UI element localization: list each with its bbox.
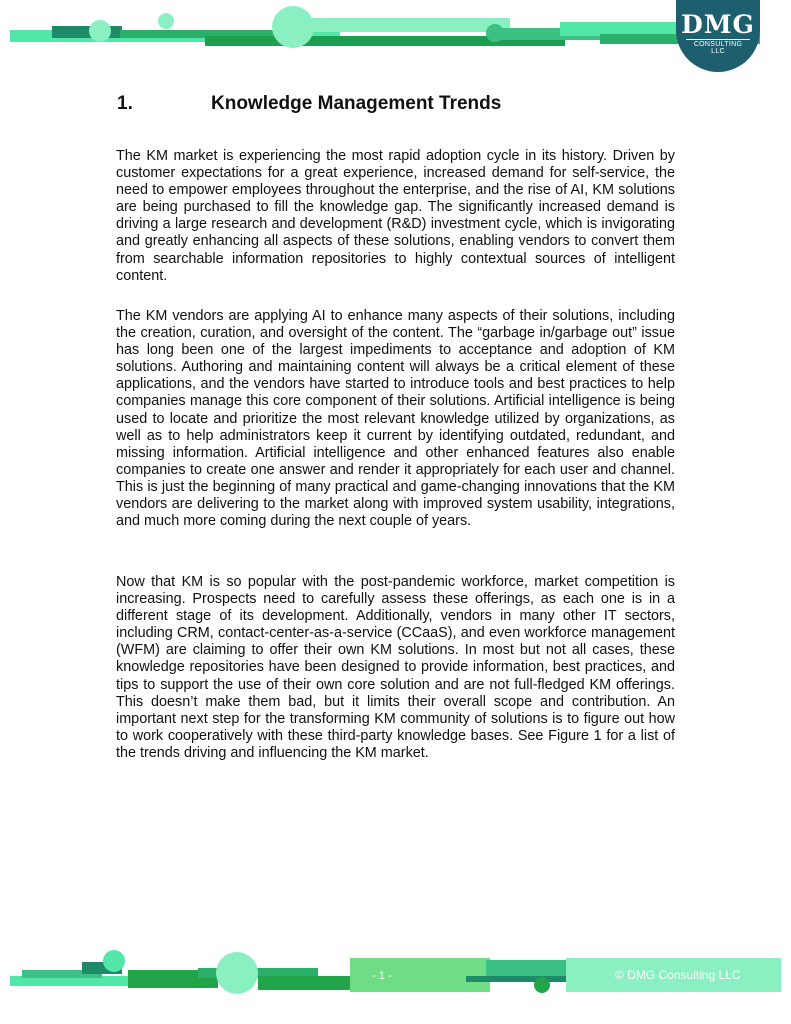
footer-bar	[466, 976, 566, 982]
copyright-text: © DMG Consulting LLC	[615, 968, 741, 982]
header-bar	[52, 26, 122, 38]
header-circle	[89, 20, 111, 42]
footer-circle	[103, 950, 125, 972]
header-circle	[272, 6, 314, 48]
section-heading	[117, 93, 501, 115]
header-bar	[300, 18, 510, 32]
section-title: Knowledge Management Trends	[211, 93, 502, 114]
logo-sub-text: CONSULTING LLC	[686, 39, 750, 55]
body-paragraph: The KM vendors are applying AI to enhance many aspects of their solutions, including the creation, curation, and oversight of the content. The “garbage in/garbage out” issue has long been one of the largest impediments to acceptance and adoption of KM solutions. Authoring and maintaining content will always be a critical element of these applications, and the vendors have started to introduce tools and best practices to help companies manage this core component of their solutions. Artificial intelligence is being used to locate and prioritize the most relevant knowledge utilized by organizations, as well as to help administrators keep it current by identifying outdated, redundant, and missing information. Artificial intelligence and other enhanced features also enable companies to create one answer and render it appropriately for each user and channel. This is just the beginning of many practical and game-changing innovations that the KM vendors are delivering to the market along with improved system usability, integrations, and much more coming during the next couple of years.	[116, 308, 675, 530]
header-circle	[158, 13, 174, 29]
footer-bar	[350, 958, 490, 992]
body-paragraph: The KM market is experiencing the most rapid adoption cycle in its history. Driven by customer expectations for a great experience, increased demand for self-service, the need to empower employees throughout the enterprise, and the rise of AI, KM solutions are being purchased to fill the knowledge gap. The significantly increased demand is driving a large research and development (R&D) investment cycle, which is invigorating and greatly enhancing all aspects of these solutions, enabling vendors to convert them from searchable information repositories to highly contextual sources of intelligent content.	[116, 148, 675, 284]
page-number: - 1 -	[372, 970, 392, 982]
footer-circle	[216, 952, 258, 994]
section-number: 1.	[117, 93, 133, 114]
body-paragraph: Now that KM is so popular with the post-pandemic workforce, market competition is increasing. Prospects need to carefully assess these offerings, as each one is in a different stage of its development. Additionally, vendors in many other IT sectors, including CRM, contact-center-as-a-service (CCaaS), and even workforce management (WFM) are claiming to offer their own KM solutions. In most but not all cases, these knowledge repositories have been designed to provide information, best practices, and tips to support the use of their own core solution and are not full-fledged KM offerings. This doesn’t make them bad, but it limits their overall scope and contribution. An important next step for the transforming KM community of solutions is to figure out how to work cooperatively with these third-party knowledge bases. See Figure 1 for a list of the trends driving and influencing the KM market.	[116, 574, 675, 761]
dmg-logo	[676, 0, 760, 72]
logo-main-text: DMG	[681, 10, 755, 39]
header-circle	[486, 24, 504, 42]
footer-circle	[534, 977, 550, 993]
